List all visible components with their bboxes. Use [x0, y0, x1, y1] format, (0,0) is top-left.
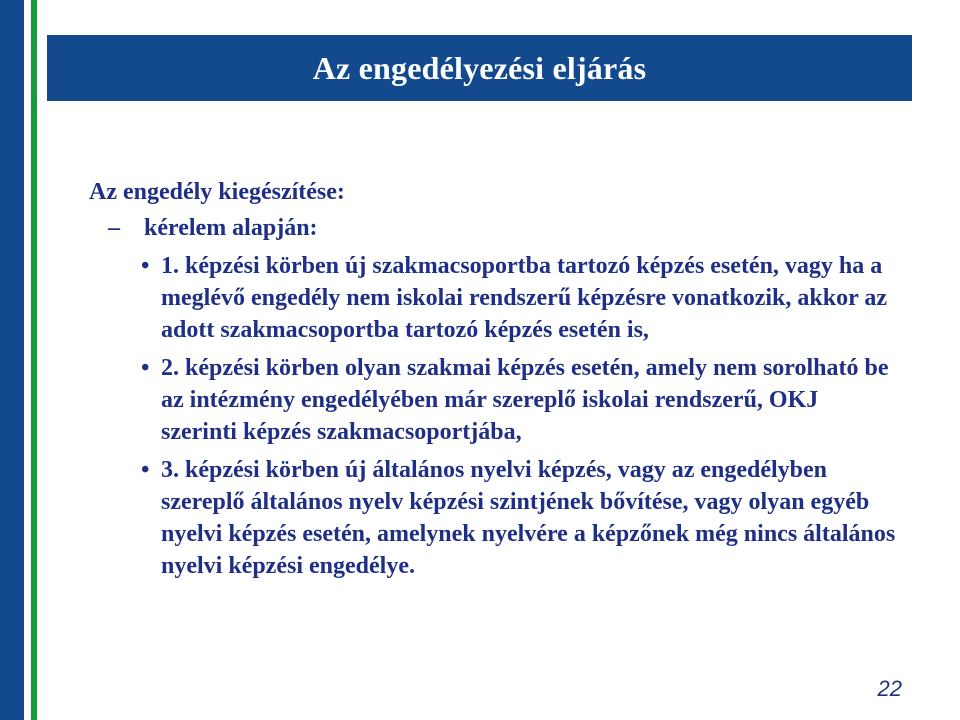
bullet-marker: • [141, 457, 150, 483]
list-item-text: 2. képzési körben olyan szakmai képzés esetén, amely nem sorolható be az intézmény engedélyében már szereplő iskolai rendszerű, OKJ szerinti képzés szakmacsoportjába, [161, 355, 889, 445]
sub-item-text: kérelem alapján: [144, 215, 318, 241]
title-band [47, 35, 912, 101]
list-item [141, 352, 899, 448]
content-heading: Az engedély kiegészítése: [89, 179, 345, 205]
dash-marker: – [108, 215, 120, 241]
list-item [141, 454, 899, 582]
left-green-bar [31, 0, 37, 720]
bullet-list [141, 250, 899, 582]
bullet-marker: • [141, 253, 150, 279]
bullet-marker: • [141, 355, 150, 381]
sub-item [108, 212, 899, 244]
page-number: 22 [877, 676, 902, 701]
slide-content [89, 176, 899, 588]
list-item [141, 250, 899, 346]
left-blue-bar [0, 0, 24, 720]
slide-title: Az engedélyezési eljárás [312, 49, 647, 86]
list-item-text: 3. képzési körben új általános nyelvi képzés, vagy az engedélyben szereplő általános nyelv képzési szintjének bővítése, vagy olyan egyéb nyelvi képzés esetén, amelynek nyelvére a képzőnek még nincs általános nyelvi képzési engedélye. [161, 457, 896, 579]
list-item-text: 1. képzési körben új szakmacsoportba tartozó képzés esetén, vagy ha a meglévő engedély nem iskolai rendszerű képzésre vonatkozik, akkor az adott szakmacsoportba tartozó képzés esetén is, [161, 253, 887, 343]
